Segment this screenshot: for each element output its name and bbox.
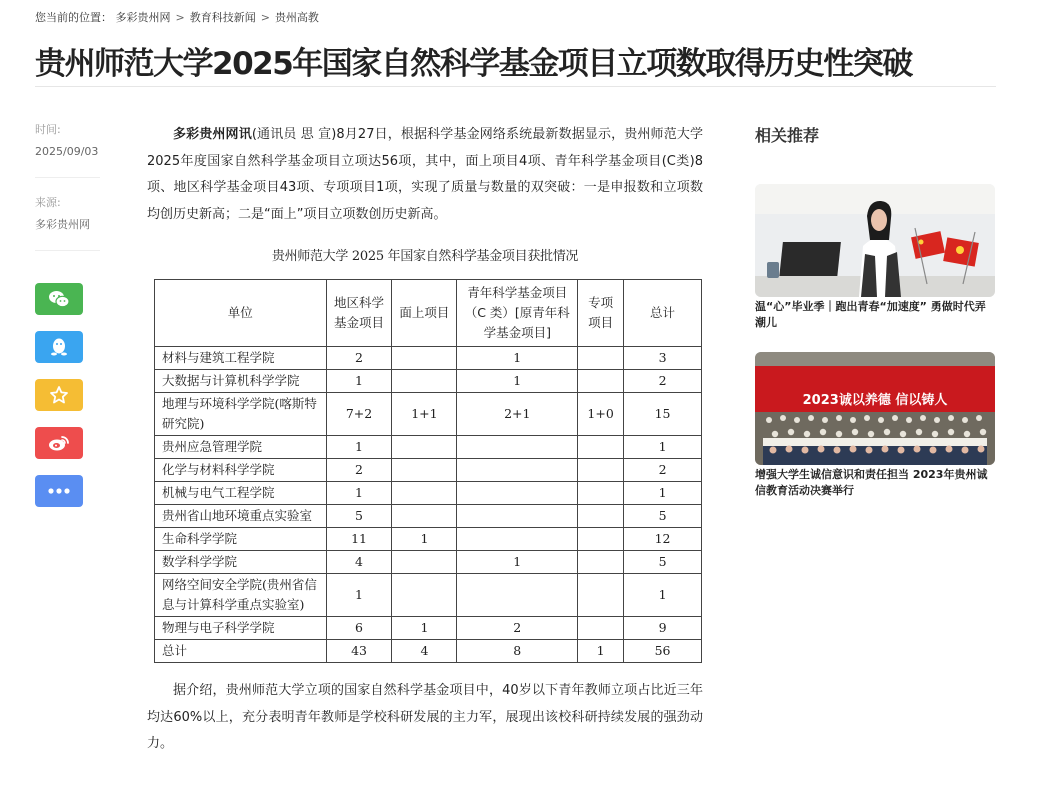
- related-sidebar: [755, 122, 995, 497]
- table-row: [155, 393, 702, 436]
- table-cell-unit: 网络空间安全学院(贵州省信息与计算科学重点实验室): [155, 574, 327, 617]
- breadcrumb-edu-news-link[interactable]: 教育科技新闻: [189, 11, 256, 24]
- table-cell: [392, 482, 457, 505]
- share-more-button[interactable]: [35, 475, 83, 507]
- table-row: [155, 528, 702, 551]
- table-cell: [578, 551, 624, 574]
- share-wechat-button[interactable]: [35, 283, 83, 315]
- table-cell: [578, 482, 624, 505]
- table-cell: 2+1: [457, 393, 578, 436]
- related-caption[interactable]: 温“心”毕业季｜跑出青春“加速度” 勇做时代弄潮儿: [755, 300, 986, 329]
- wechat-icon: [48, 290, 70, 308]
- table-cell: [578, 617, 624, 640]
- table-cell: 2: [326, 347, 392, 370]
- table-cell: [392, 505, 457, 528]
- article-meta: [35, 122, 100, 268]
- table-cell: 5: [624, 505, 702, 528]
- table-caption: 贵州师范大学 2025 年国家自然科学基金项目获批情况: [271, 249, 579, 264]
- table-cell-unit: 材料与建筑工程学院: [155, 347, 327, 370]
- table-cell: 1: [457, 347, 578, 370]
- table-cell-unit: 化学与材料科学学院: [155, 459, 327, 482]
- table-cell: [457, 436, 578, 459]
- lead-text: (通讯员 思 宣)8月27日，根据科学基金网络系统最新数据显示，贵州师范大学2025年度国家自然科学基金项目立项达56项，其中，面上项目4项、青年科学基金项目(C类)8项、地区科学基金项目43项、专项项目1项，实现了质量与数量的双突破：一是申报数和立项数均创历史新高；二是“面上”项目立项数创历史新高。: [147, 127, 703, 222]
- group-photo: [755, 352, 995, 465]
- time-label: 时间:: [35, 123, 61, 136]
- table-cell: 7+2: [326, 393, 392, 436]
- table-cell: [392, 574, 457, 617]
- table-cell-unit: 贵州省山地环境重点实验室: [155, 505, 327, 528]
- table-cell: 56: [624, 640, 702, 663]
- table-row: [155, 505, 702, 528]
- meta-divider: [35, 250, 100, 251]
- table-cell: 1: [624, 574, 702, 617]
- table-cell: 5: [624, 551, 702, 574]
- grants-table: [154, 279, 702, 663]
- table-cell: 8: [457, 640, 578, 663]
- table-cell: [578, 370, 624, 393]
- table-cell: 4: [392, 640, 457, 663]
- table-cell: 1: [326, 574, 392, 617]
- table-cell: 1: [326, 436, 392, 459]
- table-cell: 1: [457, 551, 578, 574]
- table-cell: 43: [326, 640, 392, 663]
- table-cell: 2: [624, 459, 702, 482]
- table-cell-unit: 大数据与计算机科学学院: [155, 370, 327, 393]
- table-cell: 1: [624, 436, 702, 459]
- header-youth: 青年科学基金项目（C 类）[原青年科学基金项目]: [457, 280, 578, 347]
- table-cell: 2: [624, 370, 702, 393]
- table-cell: 2: [457, 617, 578, 640]
- share-weibo-button[interactable]: [35, 427, 83, 459]
- breadcrumb-home-link[interactable]: 多彩贵州网: [115, 11, 171, 24]
- table-cell: 1: [578, 640, 624, 663]
- table-cell: [392, 459, 457, 482]
- table-cell-unit: 机械与电气工程学院: [155, 482, 327, 505]
- table-row: [155, 370, 702, 393]
- breadcrumb-separator: >: [260, 11, 270, 24]
- table-cell: 3: [624, 347, 702, 370]
- table-cell: [392, 436, 457, 459]
- meta-divider: [35, 177, 100, 178]
- table-cell: 5: [326, 505, 392, 528]
- table-cell: 1+1: [392, 393, 457, 436]
- table-cell: 1: [457, 370, 578, 393]
- table-cell: 12: [624, 528, 702, 551]
- table-cell-unit: 地理与环境科学学院(喀斯特研究院): [155, 393, 327, 436]
- related-thumbnail[interactable]: [755, 352, 995, 465]
- more-dots-icon: [48, 488, 70, 494]
- table-cell: 1+0: [578, 393, 624, 436]
- table-cell: 1: [326, 370, 392, 393]
- table-cell: [457, 528, 578, 551]
- header-total: 总计: [624, 280, 702, 347]
- table-cell-unit: 总计: [155, 640, 327, 663]
- table-total-row: [155, 640, 702, 663]
- table-cell: [392, 551, 457, 574]
- table-cell: [457, 459, 578, 482]
- table-cell: 1: [624, 482, 702, 505]
- table-cell: [578, 347, 624, 370]
- table-cell: [578, 459, 624, 482]
- banner-text: 2023诚以养德 信以铸人: [802, 393, 948, 408]
- breadcrumb-higher-edu-link[interactable]: 贵州高教: [274, 11, 319, 24]
- table-cell-unit: 生命科学学院: [155, 528, 327, 551]
- source-value: 多彩贵州网: [35, 218, 90, 231]
- closing-paragraph: 据介绍，贵州师范大学立项的国家自然科学基金项目中，40岁以下青年教师立项占比近三年均达60%以上，充分表明青年教师是学校科研发展的主力军，展现出该校科研持续发展的强劲动力。: [147, 683, 703, 751]
- table-cell: [578, 505, 624, 528]
- table-cell-unit: 数学科学学院: [155, 551, 327, 574]
- table-cell-unit: 贵州应急管理学院: [155, 436, 327, 459]
- table-cell: [578, 574, 624, 617]
- header-general: 面上项目: [392, 280, 457, 347]
- related-item[interactable]: [755, 184, 995, 331]
- table-header-row: [155, 280, 702, 347]
- time-value: 2025/09/03: [35, 145, 99, 158]
- header-regional: 地区科学基金项目: [326, 280, 392, 347]
- header-unit: 单位: [155, 280, 327, 347]
- header-special: 专项项目: [578, 280, 624, 347]
- table-cell: [392, 347, 457, 370]
- related-heading: 相关推荐: [755, 126, 820, 145]
- student-at-laptop-photo: [755, 184, 995, 297]
- breadcrumb-separator: >: [175, 11, 185, 24]
- table-cell: 1: [326, 482, 392, 505]
- table-cell: 11: [326, 528, 392, 551]
- article-body: [147, 122, 703, 758]
- qq-icon: [50, 337, 68, 357]
- table-cell: 1: [392, 528, 457, 551]
- breadcrumb-label: 您当前的位置：: [35, 11, 112, 24]
- breadcrumb: [35, 9, 319, 25]
- lead-bold: 多彩贵州网讯: [173, 127, 252, 142]
- table-cell: [457, 482, 578, 505]
- table-cell: [457, 505, 578, 528]
- page-title: 贵州师范大学2025年国家自然科学基金项目立项数取得历史性突破: [35, 46, 912, 82]
- table-cell: 6: [326, 617, 392, 640]
- table-cell: 9: [624, 617, 702, 640]
- favorite-star-icon: [49, 385, 69, 405]
- share-qq-button[interactable]: [35, 331, 83, 363]
- title-divider: [35, 86, 996, 87]
- table-row: [155, 482, 702, 505]
- table-cell: [392, 370, 457, 393]
- table-cell: [457, 574, 578, 617]
- share-favorite-button[interactable]: [35, 379, 83, 411]
- table-row: [155, 617, 702, 640]
- source-label: 来源:: [35, 196, 61, 209]
- table-row: [155, 551, 702, 574]
- table-cell-unit: 物理与电子科学学院: [155, 617, 327, 640]
- table-cell: 1: [392, 617, 457, 640]
- table-cell: 2: [326, 459, 392, 482]
- table-cell: 15: [624, 393, 702, 436]
- table-row: [155, 574, 702, 617]
- lead-paragraph: [147, 122, 703, 228]
- table-cell: 4: [326, 551, 392, 574]
- related-thumbnail[interactable]: [755, 184, 995, 297]
- related-caption[interactable]: 增强大学生诚信意识和责任担当 2023年贵州诚信教育活动决赛举行: [755, 468, 988, 497]
- table-row: [155, 347, 702, 370]
- table-cell: [578, 528, 624, 551]
- table-cell: [578, 436, 624, 459]
- table-row: [155, 436, 702, 459]
- table-row: [155, 459, 702, 482]
- related-item[interactable]: [755, 352, 995, 499]
- weibo-icon: [48, 434, 70, 452]
